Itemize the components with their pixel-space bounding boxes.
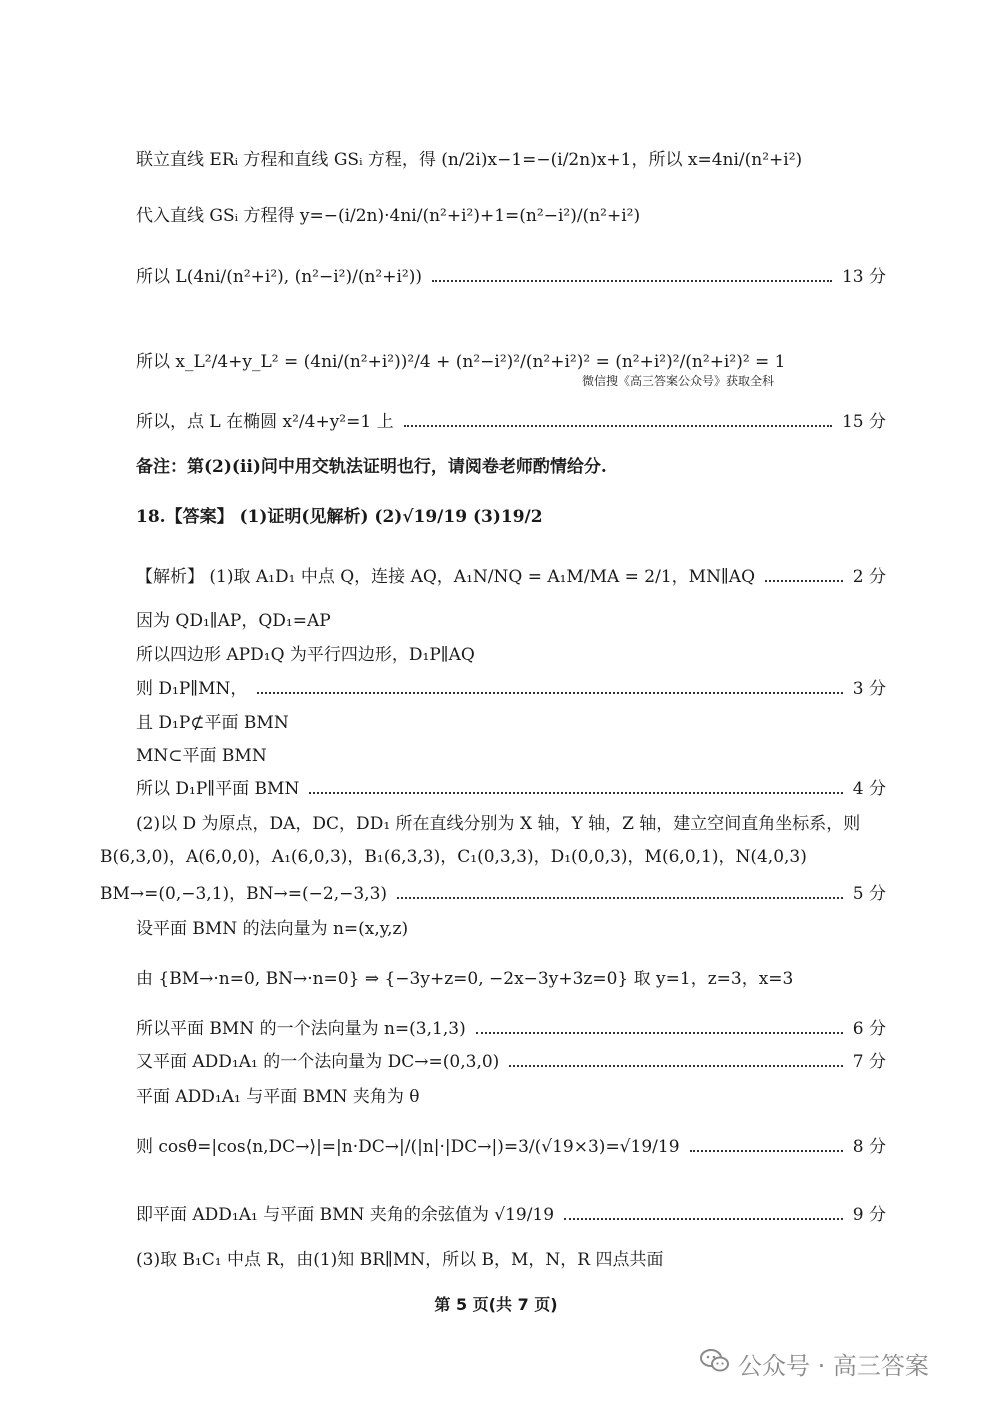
- page-footer: 第 5 页(共 7 页): [434, 1295, 558, 1314]
- score-13: 13 分: [841, 267, 886, 287]
- leader-dots: [397, 897, 843, 899]
- vectors: BM→=(0,−3,1)，BN→=(−2,−3,3) 5 分: [100, 884, 886, 904]
- line-15: (2)以 D 为原点，DA，DC，DD₁ 所在直线分别为 X 轴，Y 轴，Z 轴，建立空间直角坐标系，则: [136, 814, 861, 834]
- coords: B(6,3,0)，A(6,0,0)，A₁(6,0,3)，B₁(6,3,3)，C₁(0,3,3)，D₁(0,0,3)，M(6,0,1)，N(4,0,3): [100, 847, 807, 867]
- wechat-icon: [700, 1348, 730, 1380]
- score-4: 4 分: [852, 779, 886, 799]
- line-10: 所以四边形 APD₁Q 为平行四边形，D₁P∥AQ: [136, 645, 475, 665]
- line-12: 且 D₁P⊄平面 BMN: [136, 713, 289, 733]
- part-3: (3)取 B₁C₁ 中点 R，由(1)知 BR∥MN，所以 B，M，N，R 四点共面: [136, 1250, 664, 1270]
- answer-18: 18.【答案】 (1)证明(见解析) (2)√19/19 (3)19/2: [136, 507, 543, 527]
- leader-dots: [509, 1065, 842, 1067]
- line-11: 则 D₁P∥MN， 3 分: [136, 679, 886, 699]
- score-2: 2 分: [852, 567, 886, 587]
- cos-result: 即平面 ADD₁A₁ 与平面 BMN 夹角的余弦值为 √19/19 9 分: [136, 1205, 886, 1225]
- leader-dots: [690, 1150, 843, 1152]
- line-9: 因为 QD₁∥AP，QD₁=AP: [136, 611, 331, 631]
- normal-vector: 所以平面 BMN 的一个法向量为 n=(3,1,3) 6 分: [136, 1019, 886, 1039]
- watermark-text: 公众号 · 高三答案: [738, 1352, 929, 1380]
- normal-dc: 又平面 ADD₁A₁ 的一个法向量为 DC→=(0,3,0) 7 分: [136, 1052, 886, 1072]
- leader-dots: [432, 280, 832, 282]
- watermark: [700, 1346, 929, 1381]
- wechat-stamp: 微信搜《高三答案公众号》获取全科: [582, 374, 775, 388]
- score-9: 9 分: [852, 1205, 886, 1225]
- analysis-1: 【解析】 (1)取 A₁D₁ 中点 Q，连接 AQ，A₁N/NQ = A₁M/MA = 2/1，MN∥AQ 2 分: [136, 567, 886, 587]
- score-6: 6 分: [852, 1019, 886, 1039]
- line-3: 所以 L(4ni/(n²+i²), (n²−i²)/(n²+i²)) 13 分: [136, 267, 886, 287]
- line-14: 所以 D₁P∥平面 BMN 4 分: [136, 779, 886, 799]
- score-5: 5 分: [852, 884, 886, 904]
- leader-dots: [476, 1032, 843, 1034]
- line-5: 所以，点 L 在椭圆 x²/4+y²=1 上 15 分: [136, 412, 886, 432]
- system-equations: 由 {BM→·n=0, BN→·n=0} ⇒ {−3y+z=0, −2x−3y+3z=0} 取 y=1，z=3，x=3: [136, 969, 794, 989]
- leader-dots: [257, 692, 842, 694]
- score-7: 7 分: [852, 1052, 886, 1072]
- score-15: 15 分: [841, 412, 886, 432]
- line-1: 联立直线 ERᵢ 方程和直线 GSᵢ 方程，得 (n/2i)x−1=−(i/2n)x+1，所以 x=4ni/(n²+i²): [136, 150, 803, 170]
- line-13: MN⊂平面 BMN: [136, 746, 267, 766]
- angle-theta: 平面 ADD₁A₁ 与平面 BMN 夹角为 θ: [136, 1087, 420, 1107]
- leader-dots: [404, 425, 832, 427]
- line-4: 所以 x_L²/4+y_L² = (4ni/(n²+i²))²/4 + (n²−i²)²/(n²+i²)² = (n²+i²)²/(n²+i²)² = 1: [136, 352, 786, 372]
- note: 备注：第(2)(ⅱ)问中用交轨法证明也行，请阅卷老师酌情给分.: [136, 457, 607, 477]
- line-2: 代入直线 GSᵢ 方程得 y=−(i/2n)·4ni/(n²+i²)+1=(n²−i²)/(n²+i²): [136, 206, 641, 226]
- leader-dots: [309, 792, 842, 794]
- score-8: 8 分: [852, 1137, 886, 1157]
- normal-vector-setup: 设平面 BMN 的法向量为 n=(x,y,z): [136, 919, 409, 939]
- leader-dots: [765, 580, 843, 582]
- leader-dots: [564, 1218, 843, 1220]
- cos-theta: 则 cosθ=|cos⟨n,DC→⟩|=|n·DC→|/(|n|·|DC→|)=3/(√19×3)=√19/19 8 分: [136, 1137, 886, 1157]
- score-3: 3 分: [852, 679, 886, 699]
